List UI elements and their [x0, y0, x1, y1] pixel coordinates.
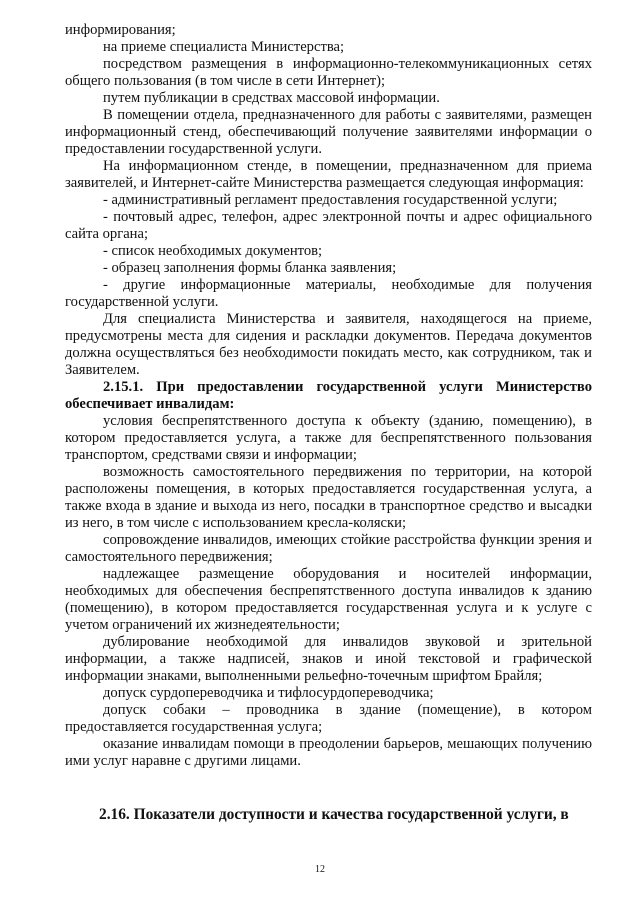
list-item: - образец заполнения формы бланка заявления; — [103, 260, 397, 276]
paragraph: надлежащее размещение оборудования и носителей информации, необходимых для обеспечения беспрепятственного доступа инвалидов к зданию (помещению), в котором предоставляется государственная услуга и к услуге с учетом ограничений их жизнедеятельности; — [65, 566, 592, 633]
list-item: - другие информационные материалы, необходимые для получения государственной услуги. — [65, 277, 592, 310]
paragraph: сопровождение инвалидов, имеющих стойкие расстройства функции зрения и самостоятельного передвижения; — [65, 532, 592, 565]
paragraph: Для специалиста Министерства и заявителя, находящегося на приеме, предусмотрены места для сидения и раскладки документов. Передача документов должна осуществляться без необходимости покидать место, как сотрудником, так и Заявителем. — [65, 311, 592, 378]
paragraph: В помещении отдела, предназначенного для работы с заявителями, размещен информационный стенд, обеспечивающий получение заявителями информации о предоставлении государственной услуги. — [65, 107, 592, 157]
paragraph: дублирование необходимой для инвалидов звуковой и зрительной информации, а также надписей, знаков и иной текстовой и графической информации знаками, выполненными рельефно-точечным шрифтом Брайля; — [65, 634, 592, 684]
list-item: - почтовый адрес, телефон, адрес электронной почты и адрес официального сайта органа; — [65, 209, 592, 242]
paragraph: На информационном стенде, в помещении, предназначенном для приема заявителей, и Интернет-сайте Министерства размещается следующая информация: — [65, 158, 592, 191]
paragraph: путем публикации в средствах массовой информации. — [103, 90, 440, 106]
paragraph: оказание инвалидам помощи в преодолении барьеров, мешающих получению ими услуг наравне с другими лицами. — [65, 736, 592, 769]
paragraph: допуск собаки – проводника в здание (помещение), в котором предоставляется государственная услуга; — [65, 702, 592, 735]
paragraph: возможность самостоятельного передвижения по территории, на которой расположены помещения, в которых предоставляется государственная услуга, а также входа в здание и выхода из него, посадки в транспортное средство и высадки из него, в том числе с использованием кресла-коляски; — [65, 464, 592, 531]
page-number: 12 — [315, 864, 325, 875]
subsection-heading: 2.15.1. При предоставлении государственной услуги Министерство обеспечивает инвалидам: — [65, 379, 592, 412]
paragraph: на приеме специалиста Министерства; — [103, 39, 345, 55]
paragraph: допуск сурдопереводчика и тифлосурдопереводчика; — [103, 685, 434, 701]
document-body — [65, 22, 592, 823]
paragraph: информирования; — [65, 22, 176, 38]
list-item: - административный регламент предоставления государственной услуги; — [103, 192, 558, 208]
list-item: - список необходимых документов; — [103, 243, 323, 259]
section-heading: 2.16. Показатели доступности и качества государственной услуги, в — [99, 806, 569, 823]
paragraph: посредством размещения в информационно-телекоммуникационных сетях общего пользования (в том числе в сети Интернет); — [65, 56, 592, 89]
paragraph: условия беспрепятственного доступа к объекту (зданию, помещению), в котором предоставляется услуга, а также для беспрепятственного пользования транспортом, средствами связи и информации; — [65, 413, 592, 463]
